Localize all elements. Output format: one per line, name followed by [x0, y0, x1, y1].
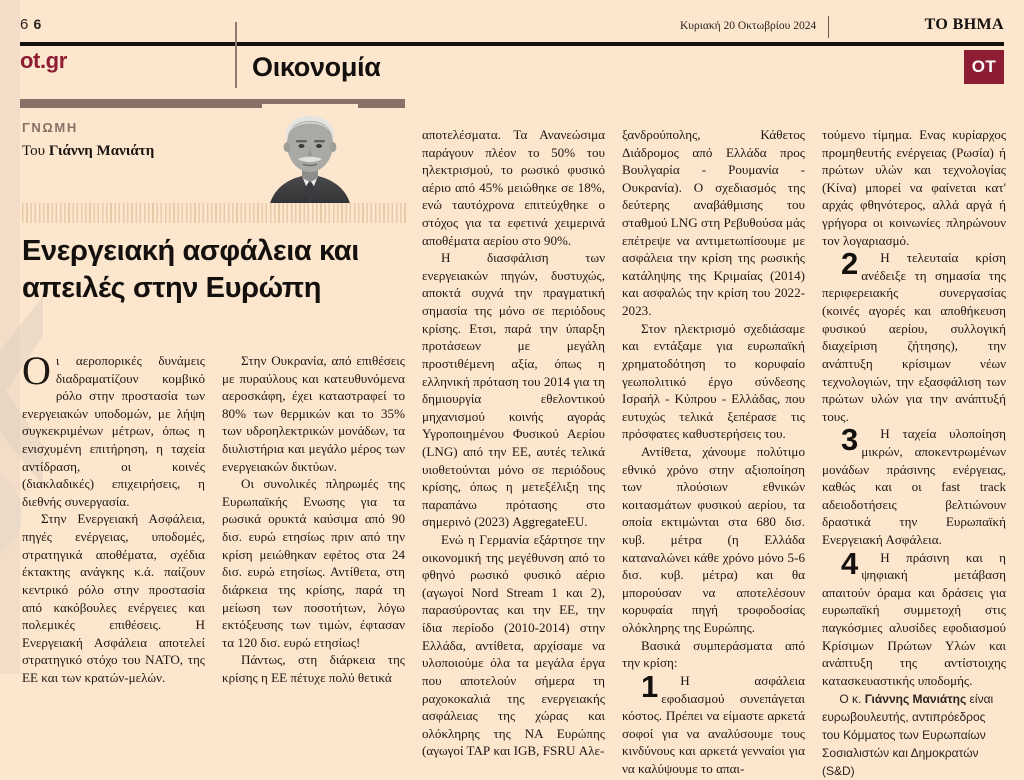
byline-author: Γιάννη Μανιάτη — [48, 143, 155, 159]
folio-bold: 6 — [33, 16, 42, 32]
numbered-point — [622, 668, 805, 778]
point-number: 4 — [840, 545, 859, 581]
footnote-author: Γιάννης Μανιάτης — [864, 691, 967, 706]
decorative-stripe-band — [22, 203, 407, 223]
paragraph: Στον ηλεκτρισμό σχεδιάσαμε και εντάξαμε για ευρωπαϊκή χρηματοδότηση το κορυφαίο γεωπολιτικό έργο σύνδεσης Ισραήλ - Κύπρου - Ελλάδας, που ευτυχώς τελικά ξεπέρασε τις πρόσφατες καθυστερήσεις του. — [622, 320, 805, 442]
header-divider — [828, 16, 829, 38]
section-title: Οικονομία — [252, 52, 381, 82]
column-2 — [222, 352, 405, 687]
author-footnote — [822, 690, 1006, 780]
folio-number — [20, 16, 42, 33]
footnote-prefix: Ο κ. — [839, 691, 865, 706]
paragraph: Οι αεροπορικές δυνάμεις διαδραματίζουν κομβικό ρόλο στην προστασία των ενεργειακών υποδομών, με λήψη συγκεκριμένων μέτρων, όπως η ενισχυμένη επιτήρηση, η ταχεία αντίδραση, οι κοινές (διακλαδικές) επιχειρήσεις, η διεθνής συνεργασία. — [22, 348, 205, 509]
issue-date: Κυριακή 20 Οκτωβρίου 2024 — [680, 20, 817, 32]
numbered-point — [822, 422, 1006, 548]
column-3 — [422, 126, 605, 760]
byline — [22, 143, 154, 160]
point-text: Η ταχεία υλοποίηση μικρών, αποκεντρωμένων μονάδων πράσινης ενέργειας, καθώς και οι fast track αδειοδοτήσεις βελτιώνουν δραστικά την Ευρωπαϊκή Ενεργειακή Ασφάλεια. — [822, 426, 1006, 548]
paragraph: Αντίθετα, χάνουμε πολύτιμο εθνικό χρόνο στην αξιοποίηση των πλούσιων εθνικών κοιτασμάτων φυσικού αερίου, τα οποία εκτιμώνται στα 680 δισ. κυβ. μέτρα (η Ελλάδα καταναλώνει κάθε χρόνο μόνο 5-6 δισ. κυβ. μέτρα) και θα μπορούσαν να αποτελέσουν κορυφαία πηγή τροφοδοσίας ολόκληρης της Ευρώπης. — [622, 443, 805, 636]
site-url-label[interactable]: ot.gr — [20, 48, 67, 73]
left-margin-strip — [0, 0, 20, 674]
column-1 — [22, 348, 205, 687]
paragraph: τούμενο τίμημα. Ενας κυρίαρχος προμηθευτής ενέργειας (Ρωσία) ή πρώτων υλών και τεχνολογίας (Κίνα) μπορεί να φαίνεται κατ' αρχάς φθηνότερος, αλλά αργά ή γρήγορα οι κοινωνίες πληρώνουν τον λογαριασμό. — [822, 127, 1006, 248]
page-header — [20, 16, 1004, 82]
ot-badge: ΟΤ — [964, 50, 1004, 84]
paragraph: Οι συνολικές πληρωμές της Ευρωπαϊκής Ενωσης για τα ρωσικά ορυκτά καύσιμα από 90 δισ. ευρώ ετησίως πριν από την κρίση μειώθηκαν εφέτος στα 24 δισ. ευρώ ετησίως. Αντίθετα, στη διάρκεια της κρίσης, παρά τη μείωση των ποσοτήτων, λόγω εκτόξευσης των τιμών, έφτασαν τα 120 δισ. ευρώ ετησίως! — [222, 476, 405, 650]
byline-prefix: Του — [22, 143, 49, 159]
author-portrait — [262, 104, 358, 214]
paragraph: Ενώ η Γερμανία εξάρτησε την οικονομική της μεγέθυνση από το φθηνό ρωσικό φυσικό αέριο (αγωγοί Nord Stream 1 και 2), παρασύροντας και την ΕΕ, την ίδια περίοδο (2010-2014) στην Ελλάδα, αντίθετα, αρχίσαμε να υλοποιούμε όλα τα μεγάλα έργα που αποτελούν σήμερα τη ραχοκοκαλιά της ενεργειακής ασφάλειας της χώρας και ολόκληρης της ΝΑ Ευρώπης (αγωγοί ΤΑΡ και IGB, FSRU Αλε- — [422, 532, 605, 759]
point-text: Η τελευταία κρίση ανέδειξε τη σημασία της περιφερειακής συνεργασίας (κοινές αγορές και αποθήκευση φυσικού αερίου, συλλογική διαχείριση ζήτησης), την ανάπτυξη κρίσιμων νέων τεχνολογιών, την εξασφάλιση των πρώτων υλών για την ανάπτυξή τους. — [822, 250, 1006, 424]
numbered-point — [822, 545, 1006, 690]
point-number: 1 — [640, 668, 659, 704]
paragraph: Πάντως, στη διάρκεια της κρίσης η ΕΕ πέτυχε πολύ θετικά — [222, 652, 405, 685]
paragraph: Στην Ενεργειακή Ασφάλεια, πηγές ενέργειας, υποδομές, στρατηγικά αποθέματα, σχέδια έκτακτης ανάγκης κ.ά. παίζουν κεντρικό ρόλο στην προστασία από κακόβουλες ενέργειες και πολεμικές επιθέσεις. Η Ενεργειακή Ασφάλεια αποτελεί στρατηγικό στόχο του ΝΑΤΟ, της ΕΕ και των κρατών-μελών. — [22, 511, 205, 685]
point-text: Η πράσινη και η ψηφιακή μετάβαση απαιτούν όραμα και δράσεις για ευρωπαϊκή συμμετοχή στις παγκόσμιες αλυσίδες εφοδιασμού Κρίσιμων Πρώτων Υλών και ανάπτυξη της αντίστοιχης κατασκευαστικής υποδομής. — [822, 549, 1006, 688]
paragraph: ξανδρούπολης, Κάθετος Διάδρομος από Ελλάδα προς Βουλγαρία - Ρουμανία - Ουκρανία). Ο σχεδιασμός της δεύτερης αναβάθμισης του σταθμού LNG στη Ρεβυθούσα μάς επέτρεψε να αντιμετωπίσουμε με ασφάλεια την κρίση της ρωσικής κατάληψης της Κριμαίας (2014) και ασφαλώς την κρίση του 2022-2023. — [622, 127, 805, 319]
folio-light: 6 — [20, 16, 29, 33]
article-headline: Ενεργειακή ασφάλεια και απειλές στην Ευρώπη — [22, 235, 359, 304]
column-4 — [622, 126, 805, 778]
column-5 — [822, 126, 1006, 780]
paragraph: Στην Ουκρανία, από επιθέσεις με πυραύλους και κατευθυνόμενα αεροσκάφη, έχει καταστραφεί το 80% των θερμικών και το 35% των υδροηλεκτρικών μονάδων, τα διυλιστήρια και μεγάλο μέρος των ενεργειακών δικτύων. — [222, 353, 405, 474]
paragraph: αποτελέσματα. Τα Ανανεώσιμα παράγουν πλέον το 50% του ηλεκτρισμού, το ρωσικό φυσικό αέριο από 45% μειώθηκε σε 18%, ενώ ταυτόχρονα επιτεύχθηκε ο στόχος για τα εφετινά χειμερινά αποθέματα αερίου στο 90%. — [422, 127, 605, 248]
opinion-kicker: ΓΝΩΜΗ — [22, 120, 78, 135]
point-text: Η ασφάλεια εφοδιασμού συνεπάγεται κόστος. Πρέπει να είμαστε αρκετά σοφοί για να αναλύσουμε τους κινδύνους και αρκετά γενναίοι για να καλύψουμε το απαι- — [622, 672, 805, 776]
section-vertical-divider — [235, 22, 237, 88]
masthead-title: ΤΟ ΒΗΜΑ — [924, 16, 1004, 33]
point-number: 2 — [840, 246, 859, 282]
numbered-point — [822, 246, 1006, 425]
footnote-rest: είναι ευρωβουλευτής, αντιπρόεδρος του Κόμματος των Ευρωπαίων Σοσιαλιστών και Δημοκρατών (S&D) — [822, 691, 994, 778]
paragraph: Βασικά συμπεράσματα από την κρίση: — [622, 637, 805, 671]
header-rule — [20, 42, 1004, 46]
paragraph: Η διασφάλιση των ενεργειακών πηγών, δυστυχώς, αποκτά συχνά την πραγματική σημασία της μόνο σε περιόδους κρίσης. Ετσι, παρά την ύπαρξη προτάσεων με μεγάλη προστιθέμενη αξία, όπως η ελληνική πρόταση του 2014 για τη δημιουργία εθελοντικού μηχανισμού κοινής αγοράς Υγροποιημένου Φυσικού Αερίου (LNG) από την ΕΕ, αυτές τελικά υιοθετούνται μόνο σε περιόδους κρίσης, όπως η μετεξέλιξη της παραπάνω πρότασης στο σημερινό (2023) AggregateEU. — [422, 250, 605, 530]
point-number: 3 — [840, 422, 859, 458]
